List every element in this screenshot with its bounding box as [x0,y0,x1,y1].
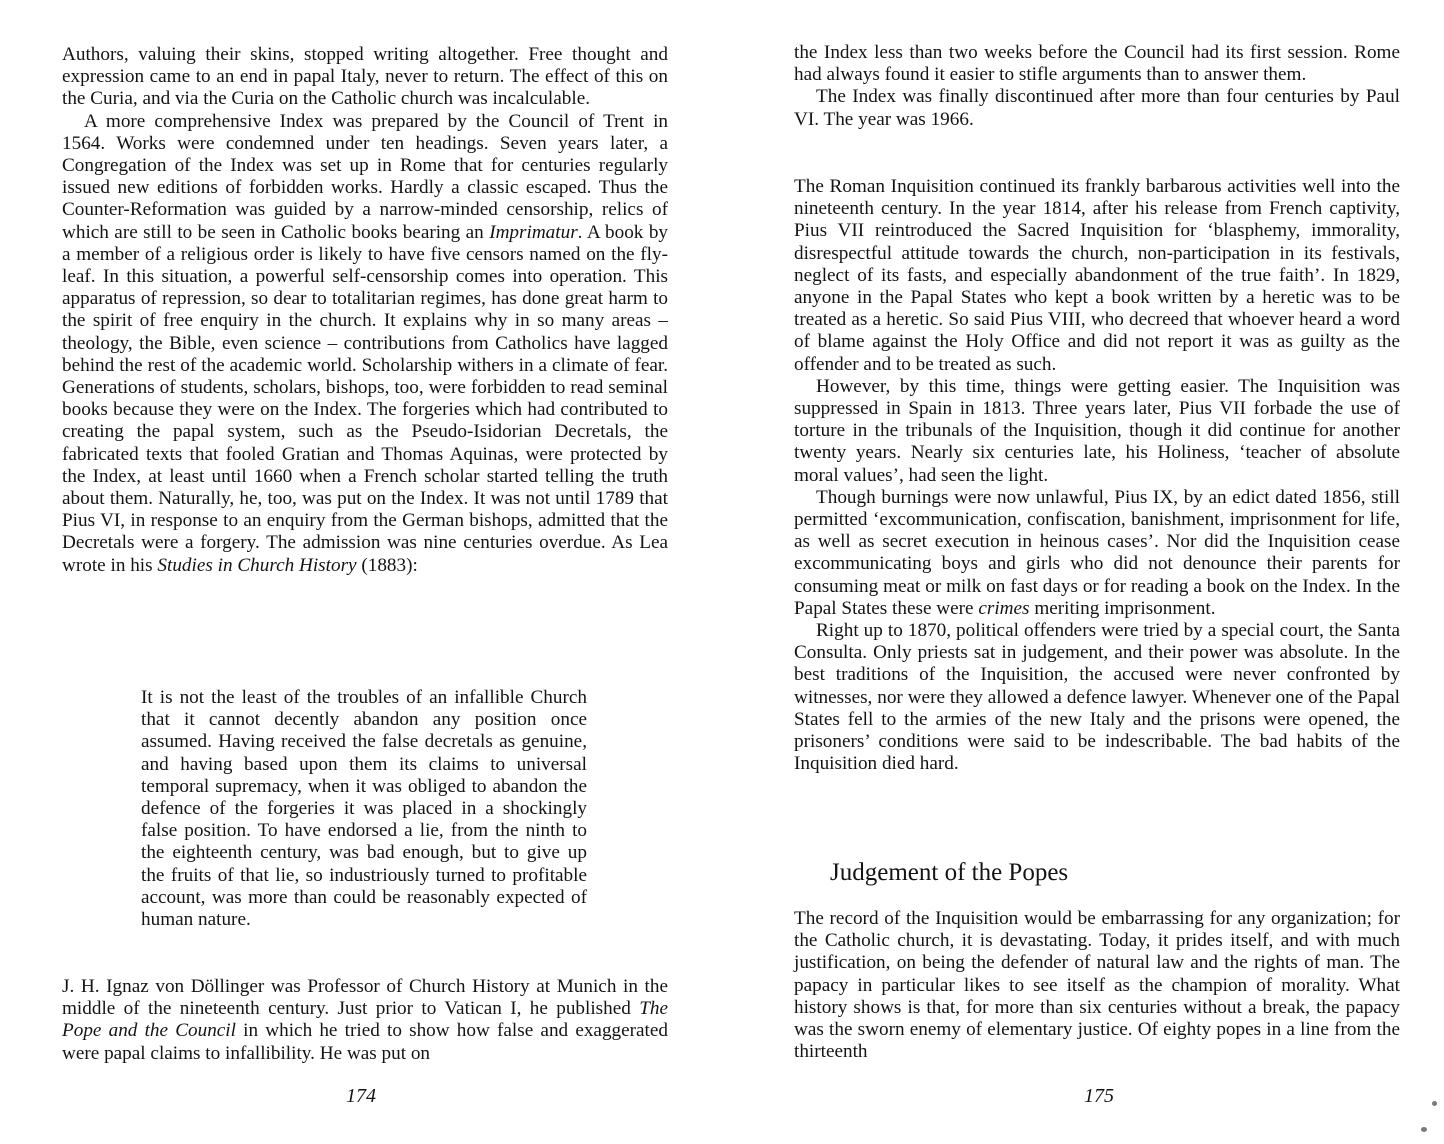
right-page [794,0,1400,1144]
imprimatur-term: Imprimatur [489,221,578,243]
page-number-left: 174 [346,1085,376,1107]
paragraph-authors: Authors, valuing their skins, stopped writing altogether. Free thought and expression came to an end in papal Italy, never to return. The effect of this on the Curia, and via the Curia on the Catholic church was incalculable. [62,44,668,110]
scan-speck [1432,1101,1437,1106]
paragraph-roman-inquisition: The Roman Inquisition continued its frankly barbarous activities well into the nineteenth century. In the year 1814, after his release from French captivity, Pius VII reintroduced the Sacred Inquisition for ‘blasphemy, immorality, disrespectful attitude towards the church, non-participation in its festivals, neglect of its fasts, and especially abandonment of the true faith’. In 1829, anyone in the Papal States who kept a book written by a heretic was to be treated as a heretic. So said Pius VIII, who decreed that whoever heard a word of blame against the Holy Office and did not report it was as guilty as the offender and to be treated as such. [794,176,1400,375]
paragraph-things-easier: However, by this time, things were getting easier. The Inquisition was suppressed in Spain in 1813. Three years later, Pius VII forbade the use of torture in the tribunals of the Inquisition, though it did continue for another twenty years. Nearly six centuries late, his Holiness, ‘teacher of absolute moral values’, had seen the light. [794,375,1400,486]
paragraph-index-trent-text-1: A more comprehensive Index was prepared by the Council of Trent in 1564. Works were condemned under ten headings. Seven years later, a Congregation of the Index was set up in Rome that for centuries regularly issued new editions of forbidden works. Hardly a classic escaped. Thus the Counter-Reformation was guided by a narrow-minded censorship, relics of which are still to be seen in Catholic books bearing an [62,110,668,243]
section-heading: Judgement of the Popes [830,859,1069,886]
book-title-pope-and-council: The Pope and the Council [62,998,668,1042]
scan-speck [1421,1127,1427,1132]
right-page-body-bottom [794,908,1400,1063]
right-page-body-middle [794,176,1400,775]
left-page [62,0,668,1144]
right-page-body-top [794,42,1400,131]
paragraph-index-trent-text-2: . A book by a member of a religious order is likely to have five censors named on the fly-leaf. In this situation, a powerful self-censorship comes into operation. This apparatus of repression, so dear to totalitarian regimes, has done great harm to the spirit of free enquiry in the church. It explains why in so many areas – theology, the Bible, even science – contributions from Catholics have lagged behind the rest of the academic world. Scholarship withers in a climate of fear. Generations of students, scholars, bishops, too, were forbidden to read seminal books because they were on the Index. The forgeries which had contributed to creating the papal system, such as the Pseudo-Isidorian Decretals, the fabricated texts that fooled Gratian and Thomas Aquinas, were protected by the Index, at least until 1660 when a French scholar started telling the truth about them. Naturally, he, too, was put on the Index. It was not until 1789 that Pius VI, in response to an enquiry from the German bishops, admitted that the Decretals were a forgery. The admission was nine centuries overdue. As Lea wrote in his [62,221,669,576]
paragraph-record-of-inquisition: The record of the Inquisition would be embarrassing for any organization; for the Catholic church, it is devastating. Today, it prides itself, and with much justification, on being the defender of natural law and the rights of man. The papacy in particular likes to see itself as the champion of morality. What history shows is that, for more than six centuries without a break, the papacy was the sworn enemy of elementary justice. Of eighty popes in a line from the thirteenth [794,908,1400,1063]
paragraph-burnings-unlawful-text-1: Though burnings were now unlawful, Pius IX, by an edict dated 1856, still permitted ‘excommunication, confiscation, banishment, imprisonment for life, as well as secret execution in heinous cases’. Nor did the Inquisition cease excommunicating boys and girls who did not denounce their parents for consuming meat or milk on fast days or for reading a book on the Index. In the Papal States these were [794,486,1400,619]
lea-block-quote [141,687,587,931]
paragraph-santa-consulta: Right up to 1870, political offenders were tried by a special court, the Santa Consulta. Only priests sat in judgement, and their power was absolute. In the best traditions of the Inquisition, the accused were never confronted by witnesses, nor were they allowed a defence lawyer. Whenever one of the Papal States fell to the armies of the new Italy and the prisons were opened, the prisoners’ conditions were said to be indescribable. The bad habits of the Inquisition died hard. [794,620,1400,775]
lea-quote-text: It is not the least of the troubles of an infallible Church that it cannot decently abandon any position once assumed. Having received the false decretals as genuine, and having based upon them its claims to universal temporal supremacy, when it was obliged to abandon the defence of the forgeries it was placed in a shockingly false position. To have endorsed a lie, from the ninth to the eighteenth century, was bad enough, but to give up the fruits of that lie, so industriously turned to profitable account, was more than could be reasonably expected of human nature. [141,687,587,931]
paragraph-dollinger-text-1: J. H. Ignaz von Döllinger was Professor of Church History at Munich in the middle of the nineteenth century. Just prior to Vatican I, he published [62,976,668,1020]
paragraph-index-trent [62,111,668,577]
paragraph-dollinger-text-2: in which he tried to show how false and exaggerated were papal claims to infallibility. He was put on [62,1020,669,1064]
paragraph-index-continuation: the Index less than two weeks before the Council had its first session. Rome had always found it easier to stifle arguments than to answer them. [794,42,1400,86]
paragraph-burnings-unlawful [794,487,1400,620]
left-page-body-bottom [62,976,668,1065]
page-number-right: 175 [1084,1085,1114,1107]
paragraph-dollinger [62,976,668,1065]
crimes-term: crimes [978,597,1030,619]
paragraph-index-trent-text-3: (1883): [356,554,418,576]
book-title-studies-in-church-history: Studies in Church History [157,554,357,576]
paragraph-index-discontinued: The Index was finally discontinued after more than four centuries by Paul VI. The year was 1966. [794,86,1400,130]
left-page-body-top [62,44,668,577]
paragraph-burnings-unlawful-text-2: meriting imprisonment. [1029,597,1216,619]
